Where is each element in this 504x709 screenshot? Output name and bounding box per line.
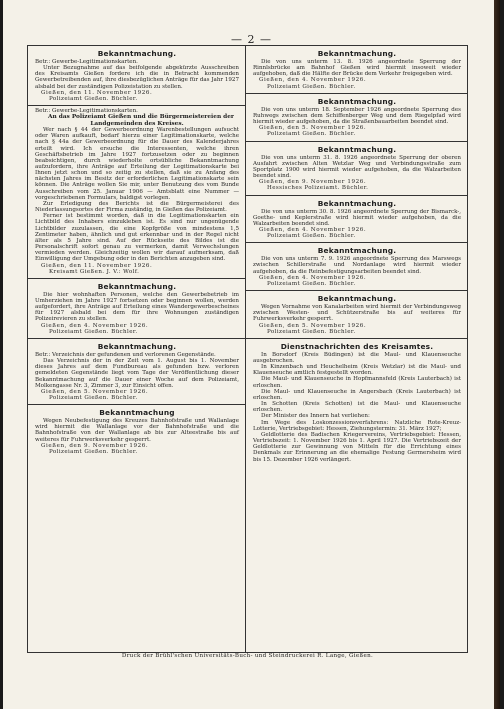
notice-paragraph: Geldlotterie des Badischen Kriegervereins, Vertriebsgebiet: Hessen, Vertriebszeit: 1. November 1926 bis 1. April 1927. Die Vertriebszeit der Geldlotterie zur Gewinnung von Mitteln für die Errichtung eines Denkmals zur Erinnerung an die ehemalige Festung Germersheim wird bis 15. Dezember 1926 verlängert. [253,431,461,463]
notice-paragraph: Die von uns unterm 30. 8. 1926 angeordnete Sperrung der Bismarck-, Goethe- und Keplerstraße wird hiermit wieder aufgehoben, da die Walzarbeiten beendet sind. [253,208,461,227]
notice-heading: Bekanntmachung. [317,96,397,106]
notice-addressee: An das Polizeiamt Gießen und die Bürgermeistereien der Landgemeinden des Kreises. [48,114,234,127]
notice-block [246,243,467,291]
notice-signature: Hessisches Polizeiamt. Büchler. [267,185,369,192]
notice-date: Gießen, den 4. November 1926. [259,226,367,233]
notice-paragraph: Die von uns unterm 31. 8. 1926 angeordnete Sperrung der oberen Ausfahrt zwischen Alten Wetzlar Weg und Verbindungsstraße zum Sportplatz 1900 wird hiermit wieder aufgehoben, da die Walzarbeiten beendet sind. [253,154,461,180]
notice-signature: Polizeiamt Gießen. Büchler. [49,95,138,102]
notice-paragraph: Im Wege des Loskonzessionsverfahrens: Natzliche Rote-Kreuz-Lotterie, Vertriebsgebiet: Hessen, Ziehungstermin: 31. März 1927; [253,419,461,432]
notice-block [246,291,467,339]
notice-date: Gießen, den 4. November 1926. [41,322,149,329]
notice-paragraph: Wer nach § 44 der Gewerbeordnung Warenbestellungen aufsucht oder Waren aufkauft, bedarf hierzu einer Legitimationskarte, welche nach § 44a der Gewerbeordnung für die Dauer des Kalenderjahres erteilt wird. Ich ersuche die Interessenten, welche ihren Geschäftsbetrieb im Jahre 1927 fortzusetzen oder zu beginnen beabsichtigen, durch wiederholte ortsübliche Bekanntmachung aufzufordern, ihre Anträge auf Erteilung der Legitimationskarte bei Ihnen jetzt schon und so zeitig zu stellen, daß sie zu Anfang des nächsten Jahres im Besitz der erforderlichen Legitimationskarte sein können. Die Anträge wollen Sie mir, unter Benutzung des vom Bunde Ausschreiben vom 25. Januar 1906 — Amtsblatt eine Nummer — vorgeschriebenen Formulars, baldigst vorlegen. [35,127,239,201]
page-edge-shadow [494,0,500,709]
notice-paragraph: Die von uns unterm 13. 8. 1926 angeordnete Sperrung der Rinnlsbrücke am Bahnhof Gießen wird hiermit insoweit wieder aufgehoben, daß die Hälfte der Brücke dem Verkehr freigegeben wird. [253,59,461,78]
page-number: — 2 — [231,33,272,46]
notice-heading: Bekanntmachung. [317,49,397,58]
notice-signature: Polizeiamt Gießen. Büchler. [267,328,356,335]
notice-block [28,46,245,106]
notice-paragraph: Die Maul- und Klauenseuche in Hopfmannsfeld (Kreis Lauterbach) ist erloschen. [253,376,461,389]
notice-heading: Bekanntmachung. [97,281,177,291]
notice-signature: Polizeiamt Gießen. Büchler. [267,233,356,240]
notice-block [28,405,245,458]
notice-paragraph: In Borsdorf (Kreis Büdingen) ist die Maul- und Klauenseuche ausgebrochen. [253,351,461,364]
notice-paragraph: Wegen Neubefestigung des Kreuzes Bahnhofstraße und Wallanlage wird hiermit die Wallanlage vor der Bahnhofstraße und die Bahnhofstraße von der Wallanlage ab bis zur Alteestraße bis auf weiteres für Fuhrwerksverkehr gesperrt. [35,418,239,443]
notice-signature: Polizeiamt Gießen. Büchler. [49,448,138,455]
notice-paragraph: Ferner ist bestimmt worden, daß in die Legitimationskarten ein Lichtbild des Inhabers einzukleben ist. Es sind nur ungenügende Lichtbilder zuzulassen, die eine Kopfgröße von mindestens 1,5 Zentimeter haben, ähnlich und gut erkennbar und in der Regel nicht älter als 5 Jahre sind. Auf der Rückseite des Bildes ist die Personalschrift sofort genau zu vermerken, damit Verwechslungen vermieden werden. Gleichzeitig wollen wir darauf aufmerksam, daß Einwilligung der Umgebung oder in den Berichten anzugeben sind. [35,213,239,263]
notice-heading: Bekanntmachung. [317,198,397,208]
notice-heading: Bekanntmachung. [317,246,397,256]
notice-block [28,279,245,339]
notice-signature: Polizeiamt Gießen. Büchler. [49,328,138,335]
notice-paragraph: Die von uns unterm 7. 9. 1926 angeordnete Sperrung des Marswegs zwischen Schillerstraße und Nordanlage wird hiermit wieder aufgehoben, da die Reinbefestigungsarbeiten beendet sind. [253,256,461,275]
notice-signature: Polizeiamt Gießen. Büchler. [267,280,356,287]
notice-block [246,46,467,94]
notice-signature: Polizeiamt Gießen. Büchler. [49,395,138,401]
notice-paragraph: Unter Bezugnahme auf das beifolgende abgekürzte Ausschreiben des Kreisamts Gießen fordere ich die in Betracht kommenden Gewerbetreibenden auf, ihre diesbezüglichen Anträge für das Jahr 1927 alsbald bei der zuständigen Polizeistation zu stellen. [35,65,239,90]
notice-signature: Kreisamt Gießen. J. V.: Wolf. [49,268,140,275]
notice-paragraph: In Kinzenbach und Heuchelheim (Kreis Wetzlar) ist die Maul- und Klauenseuche amtlich festgestellt worden. [253,364,461,377]
notice-date: Gießen, den 4. November 1926. [259,77,367,84]
notice-date: Gießen, den 4. November 1926. [259,274,367,281]
notice-heading: Bekanntmachung. [317,144,397,154]
notice-date: Gießen, den 5. November 1926. [259,125,367,132]
notice-paragraph: Betr.: Verzeichnis der gefundenen und verlorenen Gegenstände. [35,351,216,358]
notice-date: Gießen, den 11. November 1926. [41,262,153,269]
notice-heading: Bekanntmachung. [97,49,177,58]
notice-heading: Bekanntmachung [99,408,175,418]
notice-paragraph: Der Minister des Innern hat verliehen: [261,413,370,420]
newspaper-page [3,0,500,709]
printer-imprint: Druck der Brühl'schen Universitäts-Buch- und Steindruckerei R. Lange, Gießen. [121,653,374,659]
notice-date: Gießen, den 5. November 1926. [259,322,367,329]
notice-block [246,142,467,196]
notice-paragraph: Die von uns unterm 18. September 1926 angeordnete Sperrung des Ruhwegs zwischen dem Schiffenberger Weg und dem Riegelpfad wird hiermit wieder aufgehoben, da die Straßenbauarbeiten beendet sind. [253,106,461,126]
notice-block [28,339,245,405]
notice-date: Gießen, den 5. November 1926. [41,388,149,395]
notice-block [28,106,245,279]
notice-paragraph: Die hier wohnhaften Personen, welche den Gewerbebetrieb im Umherziehen im Jahre 1927 fortsetzen oder beginnen wollen, werden aufgefordert, ihre Anträge auf Erteilung eines Wandergewerbescheines für 1927 alsbald bei dem für ihre Wohnungen zuständigen Polizeirevieren zu stellen. [35,291,239,323]
notice-paragraph: In Schotten (Kreis Schotten) ist die Maul- und Klauenseuche erloschen. [253,401,461,414]
notice-heading: Bekanntmachung. [317,294,397,304]
content-frame [27,45,468,653]
notice-block [246,196,467,244]
notice-signature: Polizeiamt Gießen. Büchler. [267,131,356,138]
notice-heading: Dienstnachrichten des Kreisamtes. [280,341,434,351]
notice-date: Gießen, den 9. November 1926. [259,179,367,186]
notice-block [246,339,467,466]
notice-heading: Bekanntmachung. [97,341,177,351]
notice-paragraph: Das Verzeichnis der in der Zeit vom 1. August bis 1. November dieses Jahres auf dem Fundbureau als gefunden bzw. verloren gemeldeten Gegenstände liegt vom Tage der Veröffentlichung dieser Bekanntmachung auf die Dauer einer Woche auf dem Polizeiamt, Molkengasse Nr. 3, Zimmer 3, zur Einsicht offen. [35,358,239,389]
notice-paragraph: Die Maul- und Klauenseuche in Angersbach (Kreis Lauterbach) ist erloschen. [253,388,461,401]
notice-date: Gießen, den 9. November 1926. [41,442,149,449]
notice-date: Gießen, den 11. November 1926. [41,89,153,96]
notice-signature: Polizeiamt Gießen. Büchler. [267,83,356,90]
notice-paragraph: Zur Erledigung des Berichts ist die Bürgermeisterei des Niederlassungsortes der Firma zuständig, in Gießen das Polizeiamt. [35,200,239,214]
right-column [246,46,467,652]
notice-paragraph: Wegen Vornahme von Kanalarbeiten wird hiermit der Verbindungsweg zwischen Westen- und Schützerstraße bis auf weiteres für Fuhrwerksverkehr gesperrt. [253,304,461,323]
notice-paragraph: Betr.: Gewerbe-Legitimationskarten. [35,108,138,115]
notice-block [246,94,467,142]
left-column [28,46,246,652]
notice-paragraph: Betr.: Gewerbe-Legitimationskarten. [35,59,138,65]
